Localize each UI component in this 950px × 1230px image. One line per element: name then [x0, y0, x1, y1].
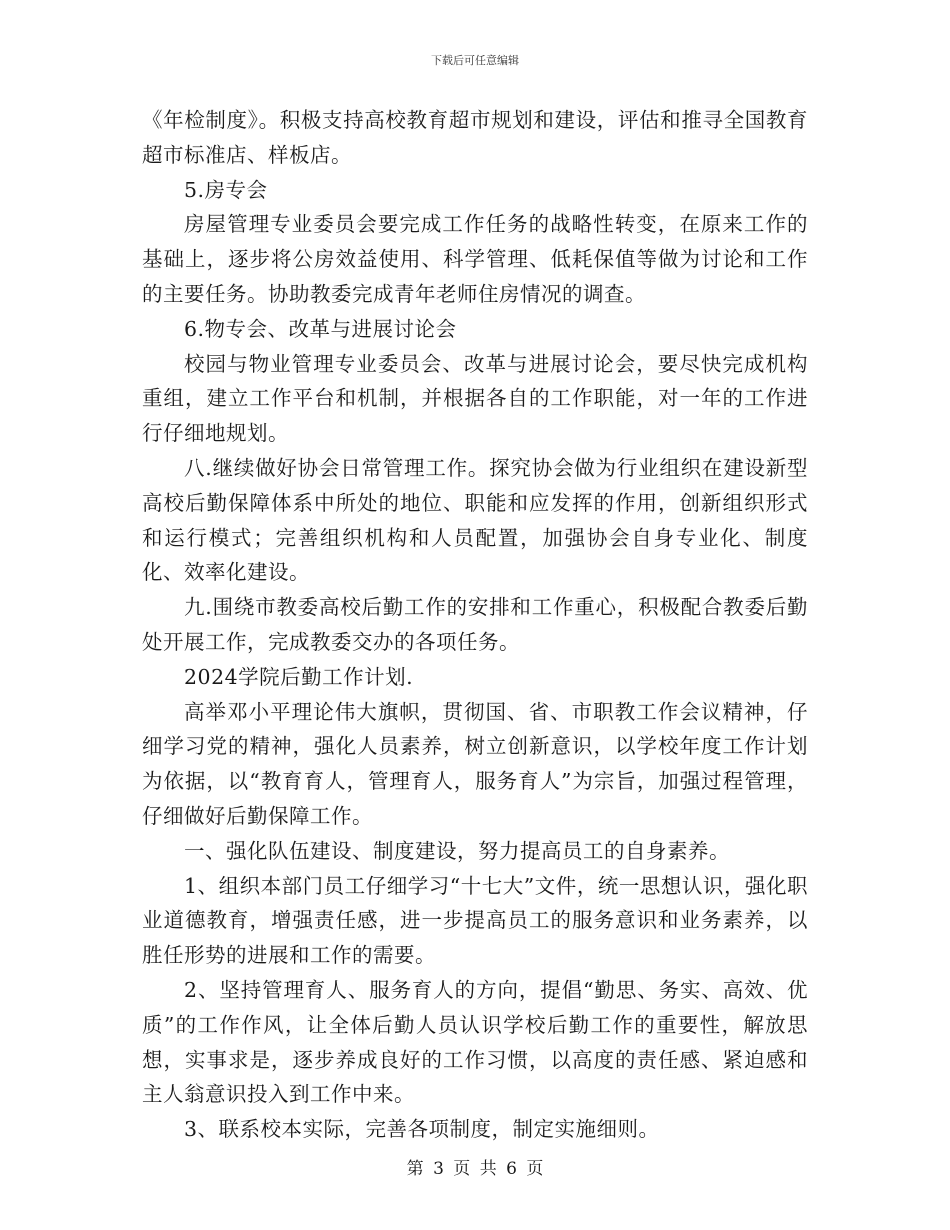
paragraph: 2、坚持管理育人、服务育人的方向，提倡“勤思、务实、高效、优质”的工作作风，让全体后勤人员认识学校后勤工作的重要性，解放思想，实事求是，逐步养成良好的工作习惯，以高度的责任感、紧迫感和主人翁意识投入到工作中来。 [142, 977, 808, 1107]
section-heading: 6.物专会、改革与进展讨论会 [184, 316, 457, 341]
paragraph: 1、组织本部门员工仔细学习“十七大”文件，统一思想认识，强化职业道德教育，增强责任感，进一步提高员工的服务意识和业务素养，以胜任形势的进展和工作的需要。 [142, 873, 808, 968]
section-heading: 2024学院后勤工作计划. [184, 664, 414, 689]
paragraph: 九.围绕市教委高校后勤工作的安排和工作重心，积极配合教委后勤处开展工作，完成教委交办的各项任务。 [142, 595, 808, 654]
paragraph: 《年检制度》。积极支持高校教育超市规划和建设，评估和推寻全国教育超市标准店、样板店。 [142, 108, 808, 167]
page-header: 下载后可任意编辑 [431, 54, 519, 67]
section-heading: 5.房专会 [184, 177, 268, 202]
paragraph: 房屋管理专业委员会要完成工作任务的战略性转变，在原来工作的基础上，逐步将公房效益使用、科学管理、低耗保值等做为讨论和工作的主要任务。协助教委完成青年老师住房情况的调查。 [142, 212, 808, 306]
page-footer: 第 3 页 共 6 页 [406, 1159, 544, 1179]
paragraph: 八.继续做好协会日常管理工作。探究协会做为行业组织在建设新型高校后勤保障体系中所处的地位、职能和应发挥的作用，创新组织形式和运行模式；完善组织机构和人员配置，加强协会自身专业化、制度化、效率化建设。 [142, 455, 808, 585]
document-body [142, 103, 808, 1147]
section-heading: 一、强化队伍建设、制度建设，努力提高员工的自身素养。 [184, 838, 730, 863]
paragraph: 3、联系校本实际，完善各项制度，制定实施细则。 [184, 1117, 660, 1142]
paragraph: 校园与物业管理专业委员会、改革与进展讨论会，要尽快完成机构重组，建立工作平台和机制，并根据各自的工作职能，对一年的工作进行仔细地规划。 [142, 351, 808, 446]
paragraph: 高举邓小平理论伟大旗帜，贯彻国、省、市职教工作会议精神，仔细学习党的精神，强化人员素养，树立创新意识，以学校年度工作计划为依据，以“教育育人，管理育人，服务育人”为宗旨，加强过程管理，仔细做好后勤保障工作。 [142, 699, 808, 828]
